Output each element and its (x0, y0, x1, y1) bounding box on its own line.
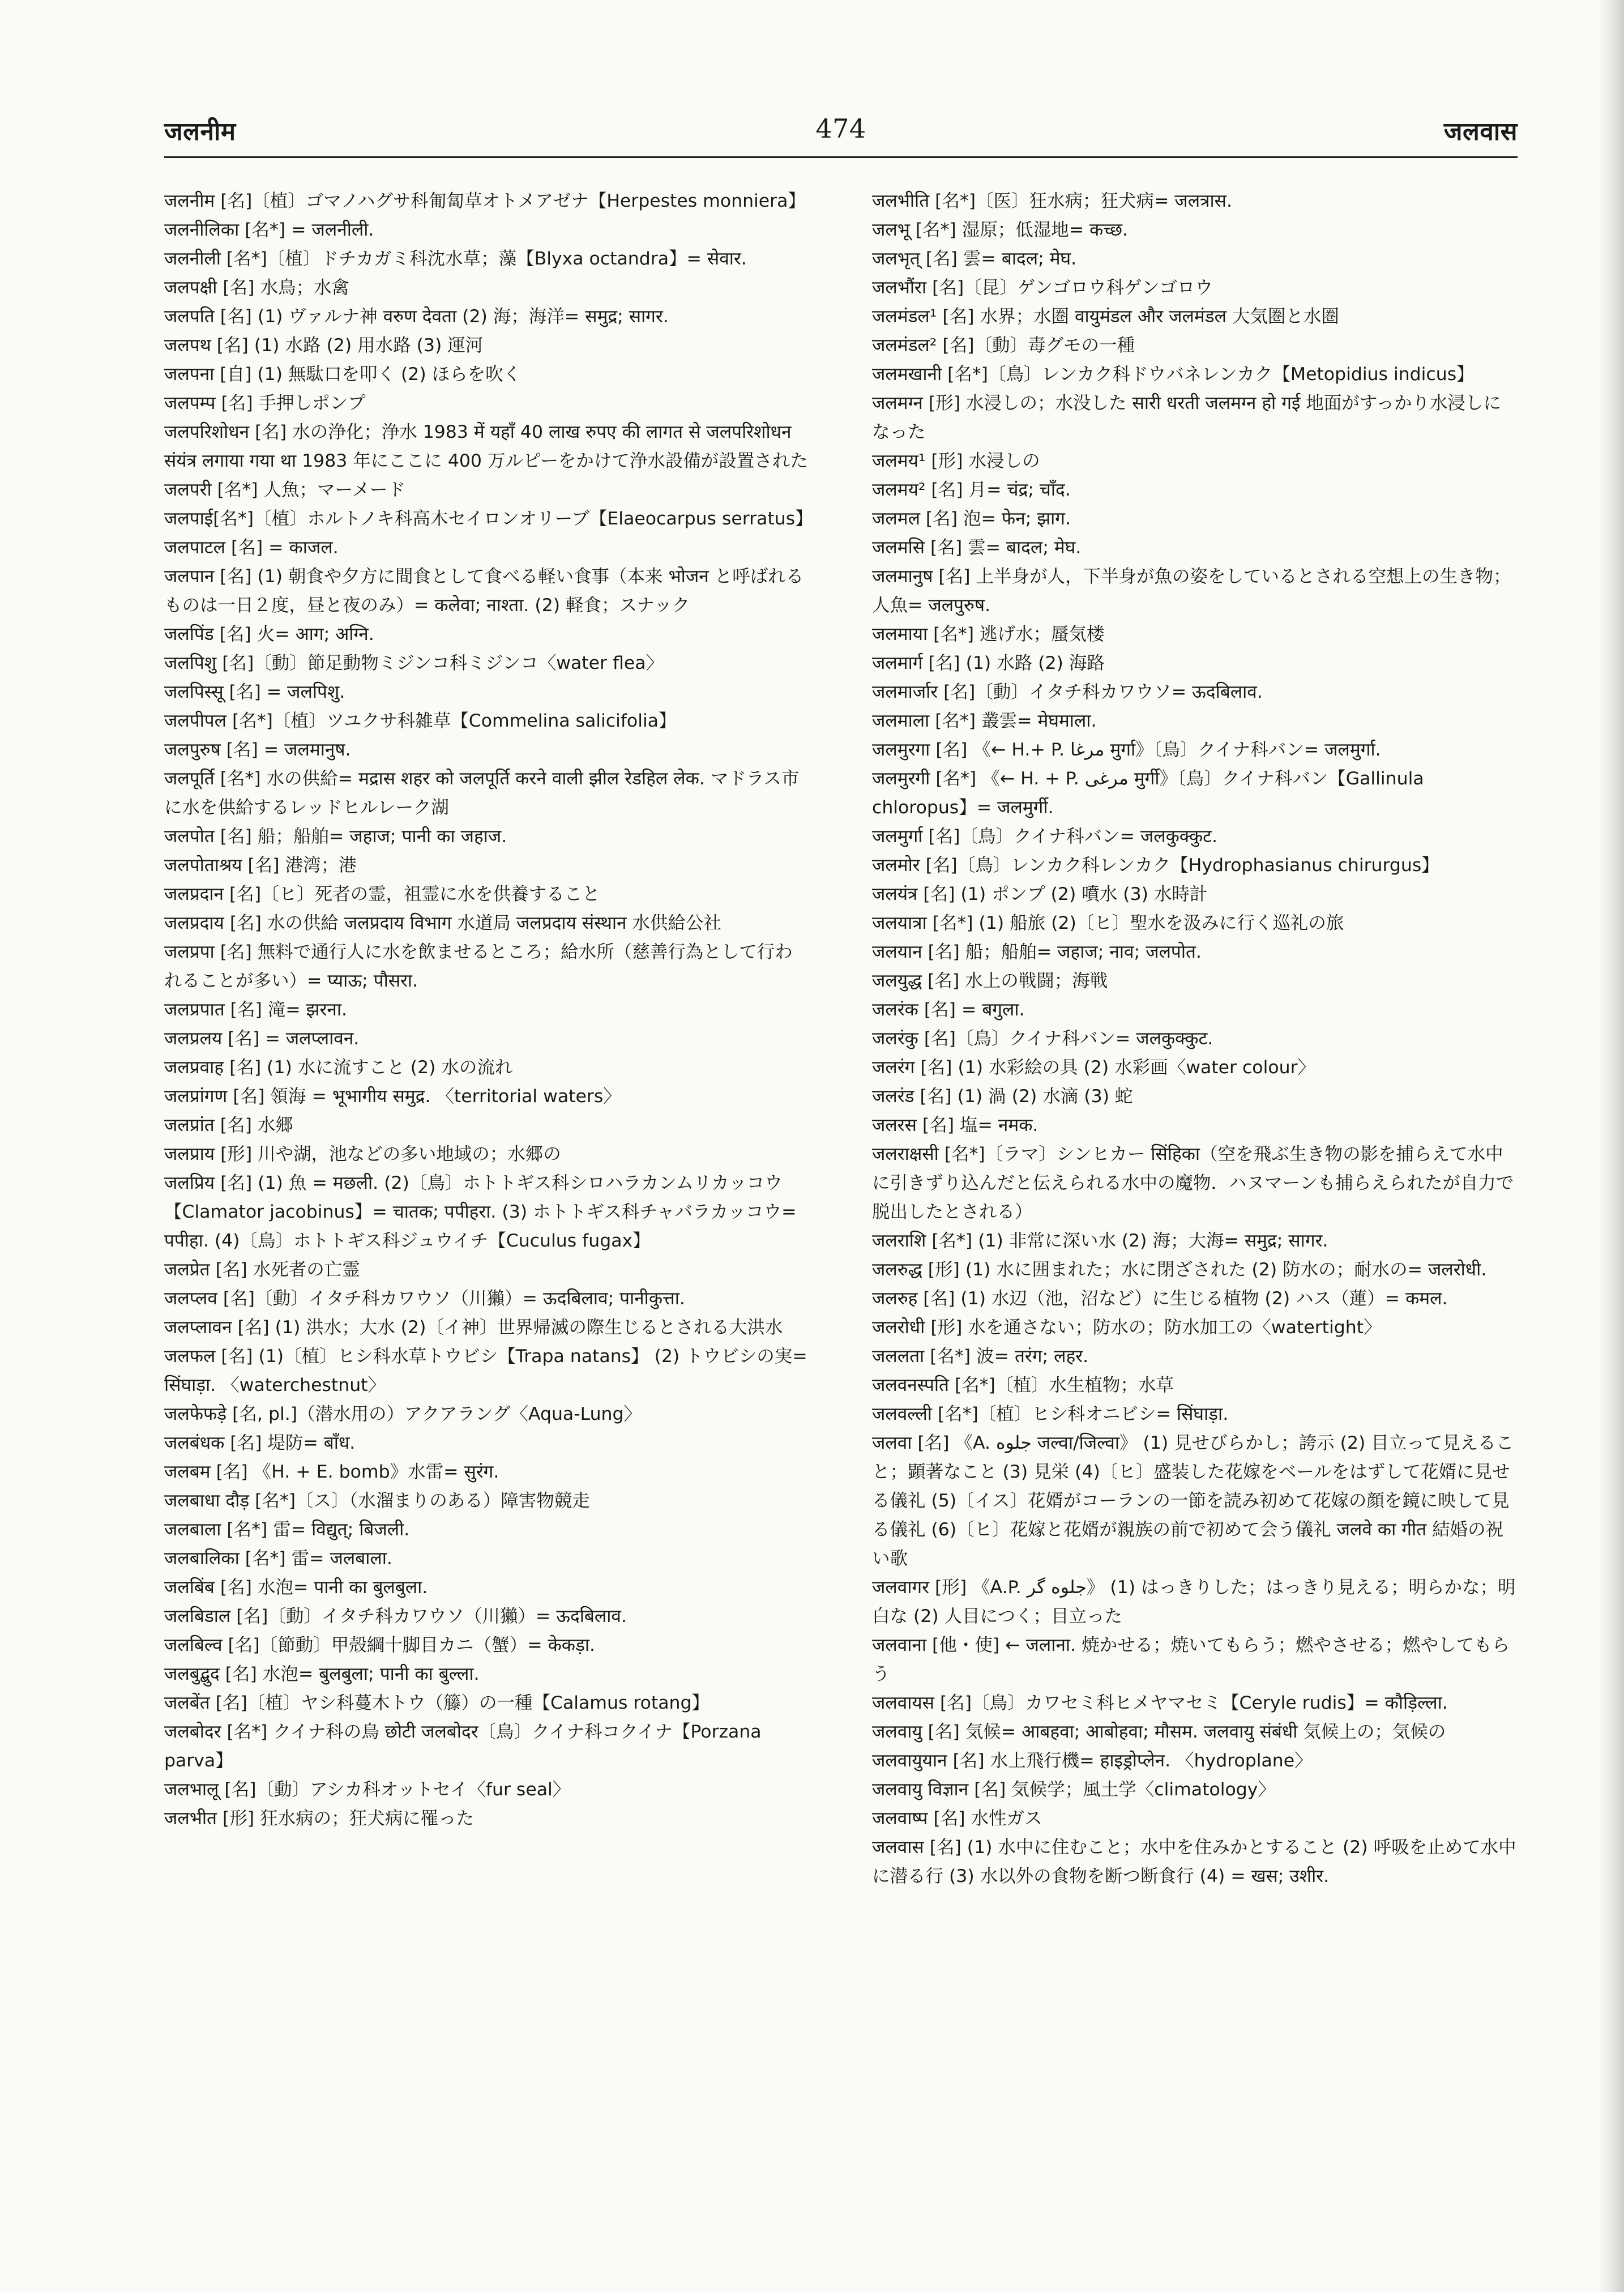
dictionary-entry: जलनीली [名*]〔植〕ドチカガミ科沈水草；藻【Blyxa octandra】= सेवार. (164, 249, 747, 269)
dictionary-entry: जलपुरुष [名] = जलमानुष. (164, 740, 351, 760)
dictionary-entry: जलप्लावन [名] (1) 洪水；大水 (2)〔イ神〕世界帰滅の際生じるとされる大洪水 (164, 1317, 783, 1338)
dictionary-entry: जलयंत्र [名] (1) ポンプ (2) 噴水 (3) 水時計 (872, 884, 1208, 904)
dictionary-entry: जलवागर [形] 《A.P. جلوه گر》 (1) はっきりした；はっきり見える；明らかな；明白な (2) 人目につく；目立った (872, 1577, 1516, 1627)
dictionary-entry: जलप्रदाय [名] 水の供給 जलप्रदाय विभाग 水道局 जलप्रदाय संस्थान 水供給公社 (164, 913, 722, 933)
dictionary-entry: जलभीति [名*]〔医〕狂水病；狂犬病= जलत्रास. (872, 191, 1232, 211)
dictionary-entry: जलमय² [名] 月= चंद्र; चाँद. (872, 480, 1071, 500)
dictionary-entry: जलपक्षी [名] 水鳥；水禽 (164, 278, 349, 298)
dictionary-entry: जलमुर्गा [名]〔鳥〕クイナ科バン= जलकुक्कुट. (872, 826, 1218, 847)
dictionary-entry: जलपिशु [名]〔動〕節足動物ミジンコ科ミジンコ〈water flea〉 (164, 653, 664, 673)
dictionary-entry: जलरंग [名] (1) 水彩絵の具 (2) 水彩画〈water colour〉 (872, 1057, 1316, 1078)
dictionary-entry: जलवाना [他・使] ← जलाना. 焼かせる；焼いてもらう；燃やさせる；燃やしてもらう (872, 1635, 1510, 1684)
dictionary-entry: जलबिडाल [名]〔動〕イタチ科カワウソ（川獺）= ऊदबिलाव. (164, 1606, 627, 1627)
dictionary-entry: जलबाला [名*] 雷= विद्युत्; बिजली. (164, 1520, 410, 1540)
dictionary-entry: जलबंधक [名] 堤防= बाँध. (164, 1433, 356, 1453)
dictionary-entry: जलभू [名*] 湿原；低湿地= कच्छ. (872, 220, 1129, 240)
dictionary-entry: जलपरी [名*] 人魚；マーメード (164, 480, 405, 500)
dictionary-entry: जलपूर्ति [名*] 水の供給= मद्रास शहर को जलपूर्ति करने वाली झील रेडहिल लेक. マドラス市に水を供給するレッドヒルレーク湖 (164, 769, 800, 818)
page-edge-shadow (1598, 0, 1624, 2292)
dictionary-entry: जलपथ [名] (1) 水路 (2) 用水路 (3) 運河 (164, 335, 484, 356)
dictionary-entry: जलप्रवाह [名] (1) 水に流すこと (2) 水の流れ (164, 1057, 513, 1078)
dictionary-entry: जलफेफड़े [名, pl.]（潜水用の）アクアラング〈Aqua-Lung〉 (164, 1404, 642, 1424)
dictionary-entry: जलबिंब [名] 水泡= पानी का बुलबुला. (164, 1577, 428, 1598)
dictionary-entry: जलपाई[名*]〔植〕ホルトノキ科高木セイロンオリーブ【Elaeocarpus serratus】 (164, 509, 813, 529)
dictionary-entry: जलनीम [名]〔植〕ゴマノハグサ科匍匐草オトメアゼナ【Herpestes monniera】 (164, 191, 806, 211)
dictionary-entry: जलमय¹ [形] 水浸しの (872, 451, 1040, 471)
dictionary-entry: जलरंड [名] (1) 渦 (2) 水滴 (3) 蛇 (872, 1086, 1133, 1107)
dictionary-entry: जलबेंत [名]〔植〕ヤシ科蔓木トウ（籐）の一種【Calamus rotang】 (164, 1693, 710, 1713)
right-guide-word: जलवास (1443, 117, 1518, 146)
dictionary-entry: जलवल्ली [名*]〔植〕ヒシ科オニビシ= सिंघाड़ा. (872, 1404, 1229, 1424)
page-header (164, 111, 1518, 158)
dictionary-entry: जलप्रलय [名] = जलप्लावन. (164, 1028, 360, 1049)
dictionary-entry: जलपरिशोधन [名] 水の浄化；浄水 1983 में यहाँ 40 लाख रुपए की लागत से जलपरिशोधन संयंत्र लगाया गया था 1983 年にここに 400 万ルピーをかけて浄水設備が設置された (164, 422, 808, 471)
dictionary-entry: जलपति [名] (1) ヴァルナ神 वरुण देवता (2) 海；海洋= समुद्र; सागर. (164, 306, 669, 327)
page-number: 474 (815, 113, 866, 144)
dictionary-entry: जलपिंड [名] 火= आग; अग्नि. (164, 624, 374, 645)
dictionary-entry: जलराक्षसी [名*]〔ラマ〕シンヒカー सिंहिका（空を飛ぶ生き物の影を捕らえて水中に引きずり込んだと伝えられる水中の魔物．ハヌマーンも捕らえられたが自力で脱出したとされる） (872, 1144, 1514, 1222)
dictionary-entry: जलभृत् [名] 雲= बादल; मेघ. (872, 249, 1077, 269)
dictionary-entry: जलवायु [名] 気候= आबहवा; आबोहवा; मौसम. जलवायु संबंधी 気候上の；気候の (872, 1722, 1446, 1742)
dictionary-entry: जलभीत [形] 狂水病の；狂犬病に罹った (164, 1808, 475, 1829)
dictionary-entry: जलमल [名] 泡= फेन; झाग. (872, 509, 1071, 529)
dictionary-entry: जलमोर [名]〔鳥〕レンカク科レンカク【Hydrophasianus chirurgus】 (872, 855, 1439, 876)
dictionary-entry: जलमार्ग [名] (1) 水路 (2) 海路 (872, 653, 1105, 673)
dictionary-entry: जलपान [名] (1) 朝食や夕方に間食として食べる軽い食事（本来 भोजन と呼ばれるものは一日２度，昼と夜のみ）= कलेवा; नाश्ता. (2) 軽食；スナック (164, 566, 804, 616)
dictionary-entry: जलमंडल² [名]〔動〕毒グモの一種 (872, 335, 1135, 356)
dictionary-entry: जललता [名*] 波= तरंग; लहर. (872, 1346, 1089, 1367)
dictionary-entry: जलपना [自] (1) 無駄口を叩く (2) ほらを吹く (164, 364, 522, 385)
dictionary-entry: जलपीपल [名*]〔植〕ツユクサ科雑草【Commelina salicifolia】 (164, 711, 677, 731)
dictionary-entry: जलयान [名] 船；船舶= जहाज; नाव; जलपोत. (872, 942, 1202, 962)
dictionary-entry: जलयुद्ध [名] 水上の戦闘；海戦 (872, 971, 1108, 991)
dictionary-entry: जलफल [名] (1)〔植〕ヒシ科水草トウビシ【Trapa natans】 (2) トウビシの実= सिंघाड़ा. 〈waterchestnut〉 (164, 1346, 807, 1395)
dictionary-entry: जलवायु विज्ञान [名] 気候学；風土学〈climatology〉 (872, 1779, 1276, 1800)
dictionary-entry: जलरस [名] 塩= नमक. (872, 1115, 1038, 1136)
dictionary-entry: जलराशि [名*] (1) 非常に深い水 (2) 海；大海= समुद्र; सागर. (872, 1231, 1328, 1251)
dictionary-entry: जलप्रदान [名]〔ヒ〕死者の霊，祖霊に水を供養すること (164, 884, 600, 904)
dictionary-entry: जलबालिका [名*] 雷= जलबाला. (164, 1548, 392, 1569)
dictionary-entry: जलमाया [名*] 逃げ水；蜃気楼 (872, 624, 1105, 645)
dictionary-entry: जलवनस्पति [名*]〔植〕水生植物；水草 (872, 1375, 1174, 1395)
dictionary-entry: जलवाष्प [名] 水性ガス (872, 1808, 1042, 1829)
dictionary-entry: जलबिल्व [名]〔節動〕甲殻綱十脚目カニ（蟹）= केकड़ा. (164, 1635, 596, 1655)
dictionary-entry: जलबुद्बुद [名] 水泡= बुलबुला; पानी का बुल्ला. (164, 1664, 480, 1684)
dictionary-entry: जलपम्प [名] 手押しポンプ (164, 393, 366, 413)
dictionary-entry: जलमार्जार [名]〔動〕イタチ科カワウソ= ऊदबिलाव. (872, 682, 1263, 702)
dictionary-entry: जलबम [名] 《H. + E. bomb》水雷= सुरंग. (164, 1462, 499, 1482)
dictionary-entry: जलप्रिय [名] (1) 魚 = मछली. (2)〔鳥〕ホトトギス科シロハラカンムリカッコウ【Clamator jacobinus】= चातक; पपीहरा. (3) ホトトギス科チャバラカッコウ= पपीहा. (4)〔鳥〕ホトトギス科ジュウイチ【Cuculus fugax】 (164, 1173, 797, 1251)
right-column (872, 187, 1518, 1891)
dictionary-entry: जलमग्न [形] 水浸しの；水没した सारी धरती जलमग्न हो गई 地面がすっかり水浸しになった (872, 393, 1502, 442)
dictionary-entry: जलवा [名] 《A. جلوه जल्वा/जिल्वा》 (1) 見せびらかし；誇示 (2) 目立って見えること；顕著なこと (3) 見栄 (4)〔ヒ〕盛装した花嫁をベールをはずして花婿に見せる儀礼 (5)〔イス〕花婿がコーランの一節を読み初めて花嫁の顔を鏡に映して見る儀礼 (6)〔ヒ〕花嫁と花婿が親族の前で初めて会う儀礼 जलवे का गीत 結婚の祝い歌 (872, 1433, 1514, 1569)
dictionary-entry: जलयात्रा [名*] (1) 船旅 (2)〔ヒ〕聖水を汲みに行く巡礼の旅 (872, 913, 1344, 933)
dictionary-entry: जलप्राय [形] 川や湖，池などの多い地域の；水郷の (164, 1144, 561, 1164)
dictionary-entry: जलमखानी [名*]〔鳥〕レンカク科ドウバネレンカク【Metopidius indicus】 (872, 364, 1475, 385)
dictionary-entry: जलवास [名] (1) 水中に住むこと；水中を住みかとすること (2) 呼吸を止めて水中に潜る行 (3) 水以外の食物を断つ断食行 (4) = खस; उशीर. (872, 1837, 1516, 1886)
dictionary-entry: जलरंक [名] = बगुला. (872, 1000, 1025, 1020)
dictionary-entry: जलबाधा दौड़ [名*]〔ス〕（水溜まりのある）障害物競走 (164, 1491, 590, 1511)
dictionary-entry: जलपाटल [名] = काजल. (164, 537, 339, 558)
dictionary-entry: जलरुद्ध [形] (1) 水に囲まれた；水に閉ざされた (2) 防水の；耐水の= जलरोधी. (872, 1260, 1487, 1280)
dictionary-entry: जलमंडल¹ [名] 水界；水圏 वायुमंडल और जलमंडल 大気圏と水圏 (872, 306, 1339, 327)
left-guide-word: जलनीम (164, 117, 236, 146)
dictionary-entry: जलरंकु [名]〔鳥〕クイナ科バン= जलकुक्कुट. (872, 1028, 1213, 1049)
dictionary-entry: जलमसि [名] 雲= बादल; मेघ. (872, 537, 1082, 558)
dictionary-entry: जलबोदर [名*] クイナ科の鳥 छोटी जलबोदर〔鳥〕クイナ科コクイナ【Porzana parva】 (164, 1722, 762, 1771)
dictionary-entry: जलवायस [名]〔鳥〕カワセミ科ヒメヤマセミ【Ceryle rudis】= कौड़िल्ला. (872, 1693, 1448, 1713)
dictionary-entry: जलप्रपा [名] 無料で通行人に水を飲ませるところ；給水所（慈善行為として行われることが多い）= प्याऊ; पौसरा. (164, 942, 793, 991)
dictionary-entry: जलपोत [名] 船；船舶= जहाज; पानी का जहाज. (164, 826, 507, 847)
dictionary-entry: जलरुह [名] (1) 水辺（池，沼など）に生じる植物 (2) ハス（蓮）= कमल. (872, 1288, 1448, 1309)
dictionary-entry: जलनीलिका [名*] = जलनीली. (164, 220, 374, 240)
dictionary-entry: जलप्रेत [名] 水死者の亡霊 (164, 1260, 360, 1280)
dictionary-entry: जलमुरगा [名] 《← H.+ P. مرغا मुर्गा》〔鳥〕クイナ科バン= जलमुर्गा. (872, 740, 1381, 760)
dictionary-entry: जलमुरगी [名*] 《← H. + P. مرغی मुर्गी》〔鳥〕クイナ科バン【Gallinula chloropus】= जलमुर्गी. (872, 769, 1424, 818)
dictionary-entry: जलपोताश्रय [名] 港湾；港 (164, 855, 357, 876)
dictionary-entry: जलप्रांगण [名] 領海 = भूभागीय समुद्र. 〈territorial waters〉 (164, 1086, 621, 1107)
dictionary-entry: जलप्रपात [名] 滝= झरना. (164, 1000, 348, 1020)
dictionary-entry: जलप्लव [名]〔動〕イタチ科カワウソ（川獺）= ऊदबिलाव; पानीकुत्ता. (164, 1288, 685, 1309)
dictionary-entry: जलभौंरा [名]〔昆〕ゲンゴロウ科ゲンゴロウ (872, 278, 1213, 298)
left-column (164, 187, 813, 1833)
dictionary-entry: जलवायुयान [名] 水上飛行機= हाइड्रोप्लेन. 〈hydroplane〉 (872, 1751, 1313, 1771)
dictionary-entry: जलप्रांत [名] 水郷 (164, 1115, 293, 1136)
dictionary-entry: जलपिस्सू [名] = जलपिशु. (164, 682, 345, 702)
dictionary-entry: जलरोधी [形] 水を通さない；防水の；防水加工の〈watertight〉 (872, 1317, 1382, 1338)
dictionary-entry: जलभालू [名]〔動〕アシカ科オットセイ〈fur seal〉 (164, 1779, 571, 1800)
dictionary-entry: जलमानुष [名] 上半身が人，下半身が魚の姿をしているとされる空想上の生き物；人魚= जलपुरुष. (872, 566, 1511, 616)
dictionary-entry: जलमाला [名*] 叢雲= मेघमाला. (872, 711, 1097, 731)
